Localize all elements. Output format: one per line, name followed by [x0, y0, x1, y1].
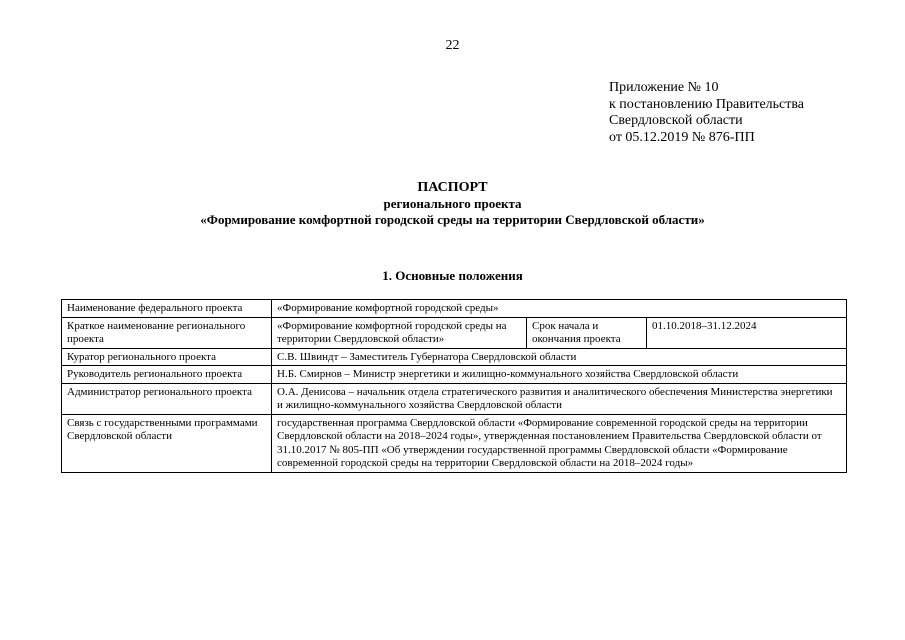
cell-value: С.В. Швиндт – Заместитель Губернатора Свердловской области	[272, 348, 847, 366]
cell-label: Куратор регионального проекта	[62, 348, 272, 366]
cell-value: 01.10.2018–31.12.2024	[647, 317, 847, 348]
table-row	[62, 300, 847, 318]
cell-label: Срок начала и окончания проекта	[527, 317, 647, 348]
appendix-line: Приложение № 10	[609, 80, 719, 95]
section-heading: 1. Основные положения	[382, 268, 523, 283]
passport-table	[61, 299, 847, 473]
cell-value: «Формирование комфортной городской среды»	[272, 300, 847, 318]
appendix-block	[609, 80, 804, 146]
title-subtitle: регионального проекта	[383, 196, 522, 211]
table-row	[62, 348, 847, 366]
cell-value: О.А. Денисова – начальник отдела стратегического развития и аналитического обеспечения Министерства энергетики и жилищно-коммунального хозяйства Свердловской области	[272, 383, 847, 414]
title-project-name: «Формирование комфортной городской среды на территории Свердловской области»	[200, 212, 705, 227]
table-row	[62, 366, 847, 384]
cell-label: Администратор регионального проекта	[62, 383, 272, 414]
document-title	[0, 180, 905, 228]
table-row	[62, 317, 847, 348]
cell-value: «Формирование комфортной городской среды на территории Свердловской области»	[272, 317, 527, 348]
appendix-line: Свердловской области	[609, 113, 743, 128]
page-number: 22	[445, 38, 460, 53]
cell-label: Связь с государственными программами Свердловской области	[62, 414, 272, 472]
table-row	[62, 383, 847, 414]
cell-value: государственная программа Свердловской области «Формирование современной городской среды на территории Свердловской области на 2018–2024 годы», утвержденная постановлением Правительства Свердловской области от 31.10.2017 № 805-ПП «Об утверждении государственной программы Свердловской области «Формирование современной городской среды на территории Свердловской области на 2018–2024 годы»	[272, 414, 847, 472]
appendix-line: от 05.12.2019 № 876-ПП	[609, 129, 755, 145]
cell-value: Н.Б. Смирнов – Министр энергетики и жилищно-коммунального хозяйства Свердловской области	[272, 366, 847, 384]
appendix-line: к постановлению Правительства	[609, 96, 805, 112]
title-passport: ПАСПОРТ	[417, 180, 488, 195]
table-row	[62, 414, 847, 472]
cell-label: Руководитель регионального проекта	[62, 366, 272, 384]
cell-label: Наименование федерального проекта	[62, 300, 272, 318]
cell-label: Краткое наименование регионального проекта	[62, 317, 272, 348]
